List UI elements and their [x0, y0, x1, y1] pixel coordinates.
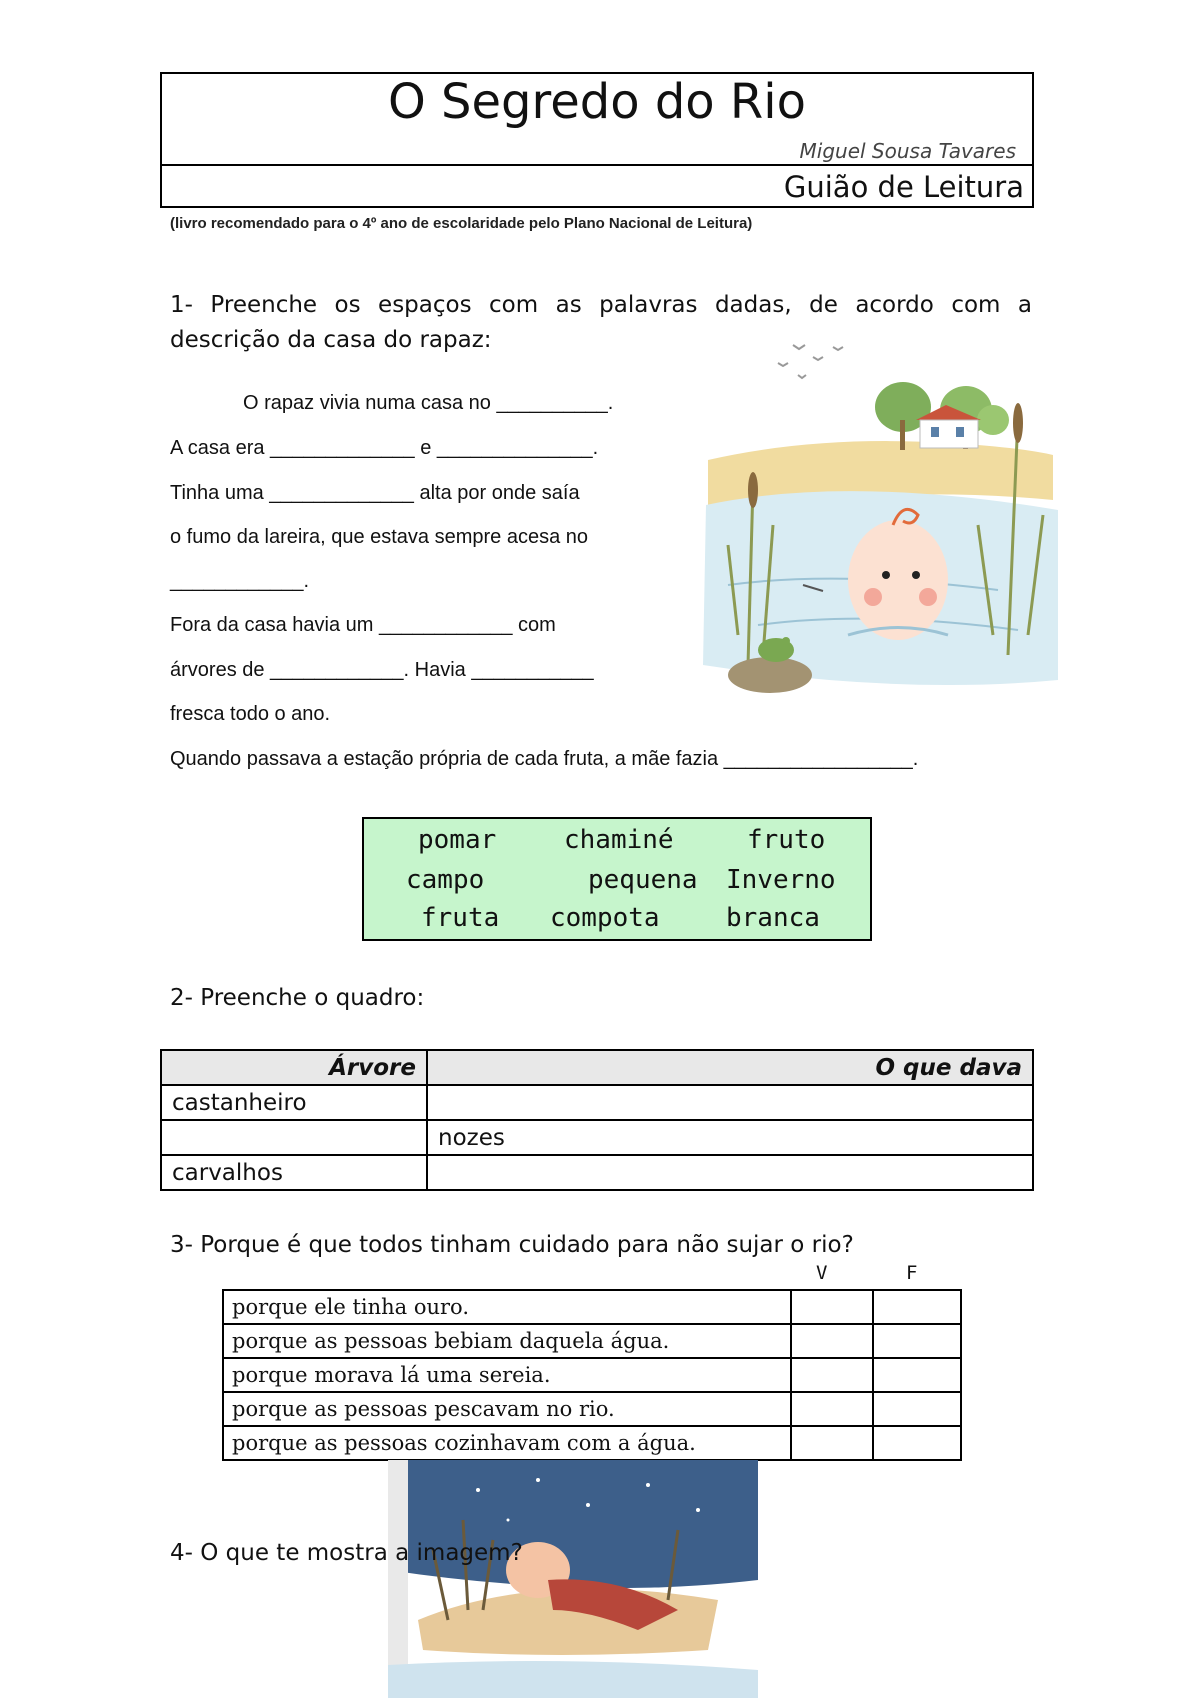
- q1-line-7: árvores de ____________. Havia ___________: [170, 659, 594, 681]
- table-cell[interactable]: nozes: [427, 1120, 1033, 1155]
- q1-line-8: fresca todo o ano.: [170, 703, 331, 725]
- question-4-prompt: 4- O que te mostra a imagem?: [170, 1540, 523, 1566]
- table-cell[interactable]: [427, 1155, 1033, 1190]
- true-checkbox[interactable]: [791, 1392, 873, 1426]
- word-bank-item: Inverno: [726, 865, 836, 895]
- false-checkbox[interactable]: [873, 1358, 961, 1392]
- true-checkbox[interactable]: [791, 1426, 873, 1460]
- option-text: porque as pessoas cozinhavam com a água.: [223, 1426, 791, 1460]
- false-checkbox[interactable]: [873, 1324, 961, 1358]
- table-row: [223, 1290, 961, 1324]
- table-row: [161, 1155, 1033, 1190]
- word-bank-item: chaminé: [564, 825, 674, 855]
- true-column-label: V: [816, 1262, 828, 1284]
- word-bank-item: branca: [726, 903, 820, 933]
- document-subtitle: Guião de Leitura: [783, 170, 1024, 204]
- word-bank-item: campo: [406, 865, 485, 895]
- column-header-tree: Árvore: [161, 1050, 427, 1085]
- sleeping-child-illustration: [388, 1460, 758, 1698]
- q1-line-4: o fumo da lareira, que estava sempre acesa no: [170, 526, 589, 548]
- question-3-prompt: 3- Porque é que todos tinham cuidado para não sujar o rio?: [170, 1232, 854, 1258]
- true-checkbox[interactable]: [791, 1358, 873, 1392]
- true-checkbox[interactable]: [791, 1290, 873, 1324]
- word-bank-item: fruto: [747, 825, 826, 855]
- q1-line-5: ____________.: [170, 570, 310, 592]
- table-row: [161, 1085, 1033, 1120]
- document-author: Miguel Sousa Tavares: [799, 139, 1016, 163]
- table-header-row: [161, 1050, 1033, 1085]
- true-false-table: [222, 1289, 962, 1461]
- table-row: [223, 1426, 961, 1460]
- option-text: porque as pessoas bebiam daquela água.: [223, 1324, 791, 1358]
- false-checkbox[interactable]: [873, 1290, 961, 1324]
- table-cell[interactable]: [427, 1085, 1033, 1120]
- false-checkbox[interactable]: [873, 1426, 961, 1460]
- q1-line-9: Quando passava a estação própria de cada fruta, a mãe fazia _________________.: [170, 748, 919, 770]
- true-checkbox[interactable]: [791, 1324, 873, 1358]
- trees-table: [160, 1049, 1034, 1191]
- word-bank-item: pequena: [588, 865, 698, 895]
- false-column-label: F: [906, 1262, 918, 1284]
- option-text: porque morava lá uma sereia.: [223, 1358, 791, 1392]
- document-title: O Segredo do Rio: [388, 74, 806, 130]
- header-divider: [160, 164, 1034, 166]
- word-bank-item: fruta: [421, 903, 500, 933]
- q1-line-6: Fora da casa havia um ____________ com: [170, 614, 556, 636]
- option-text: porque as pessoas pescavam no rio.: [223, 1392, 791, 1426]
- table-row: [223, 1392, 961, 1426]
- word-bank-item: pomar: [418, 825, 497, 855]
- q1-line-1: O rapaz vivia numa casa no __________.: [243, 392, 614, 414]
- table-cell[interactable]: carvalhos: [161, 1155, 427, 1190]
- word-bank: [362, 817, 872, 941]
- table-cell[interactable]: [161, 1120, 427, 1155]
- document-note: (livro recomendado para o 4º ano de escolaridade pelo Plano Nacional de Leitura): [170, 215, 753, 232]
- question-1-prompt: 1- Preenche os espaços com as palavras dadas, de acordo com a descrição da casa do rapaz:: [170, 292, 1032, 353]
- column-header-gave: O que dava: [427, 1050, 1033, 1085]
- q1-line-2: A casa era _____________ e ______________.: [170, 437, 599, 459]
- false-checkbox[interactable]: [873, 1392, 961, 1426]
- option-text: porque ele tinha ouro.: [223, 1290, 791, 1324]
- word-bank-item: compota: [550, 903, 660, 933]
- table-row: [161, 1120, 1033, 1155]
- question-2-prompt: 2- Preenche o quadro:: [170, 985, 425, 1011]
- table-cell[interactable]: castanheiro: [161, 1085, 427, 1120]
- river-child-illustration: [698, 335, 1063, 725]
- q1-line-3: Tinha uma _____________ alta por onde saía: [170, 482, 580, 504]
- table-row: [223, 1324, 961, 1358]
- table-row: [223, 1358, 961, 1392]
